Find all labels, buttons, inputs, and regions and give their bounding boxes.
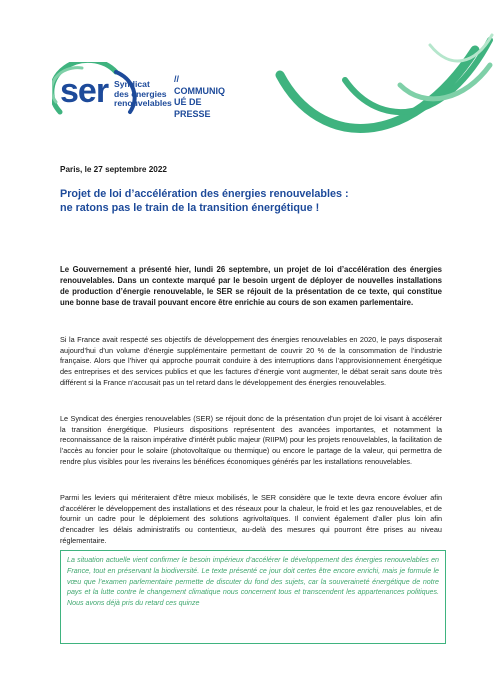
body-paragraph-3: Parmi les leviers qui mériteraient d’être mieux mobilisés, le SER considère que le texte devra encore évoluer afin d’accélérer le développement des installations et des réseaux pour la chaleur, le froid et les gaz renouvelables, et de fournir un cadre pour le déploiement des solutions agrivoltaïques. Il convient également d’aller plus loin afin d’encadrer les délais administratifs ou contentieux, au-delà des mesures qui pourront être prises au niveau réglementaire. <box>60 493 442 545</box>
lead-paragraph: Le Gouvernement a présenté hier, lundi 26 septembre, un projet de loi d’accélération des énergies renouvelables. Dans un contexte marqué par le besoin urgent de déployer de nouvelles installations de production d’énergie renouvelable, le SER se réjouit de la présentation de ce texte, qui constitue une bonne base de travail pouvant encore être enrichie au cours de son examen parlementaire. <box>60 265 442 308</box>
label-line-3: UÉ DE <box>174 97 202 107</box>
logo-wordmark: ser <box>60 72 109 110</box>
page-title <box>60 187 445 215</box>
body-paragraph-2: Le Syndicat des énergies renouvelables (SER) se réjouit donc de la présentation d’un projet de loi visant à accélérer la transition énergétique. Plusieurs dispositions représentent des avancées importantes, et notamment la reconnaissance de la raison impérative d’intérêt public majeur (RIIPM) pour les projets renouvelables, la facilitation de l’accès au foncier pour le solaire (photovoltaïque ou thermique) ou encore le partage de la valeur, qui permettra de rendre plus visibles pour les riverains les bénéfices économiques générés par les installations renouvelables. <box>60 414 442 466</box>
title-line-2: ne ratons pas le train de la transition énergétique ! <box>60 202 320 214</box>
logo-line-1: Syndicat <box>114 79 150 89</box>
logo-tagline <box>114 80 174 109</box>
body-paragraph-1: Si la France avait respecté ses objectifs de développement des énergies renouvelables en 2020, le pays disposerait aujourd’hui d’un volume d’énergie supplémentaire permettant de couvrir 20 % de la consommation de l’industrie française. Alors que l’hiver qui approche pourrait conduire à des interruptions dans l’approvisionnement énergétique des entreprises et des services publics et que les factures d’énergie vont augmenter, le débat serait sans doute très différent si la France n’accusait pas un tel retard dans le développement des énergies renouvelables. <box>60 335 442 387</box>
document-type-label <box>174 74 225 120</box>
quote-box: La situation actuelle vient confirmer le besoin impérieux d’accélérer le développement des énergies renouvelables en France, tout en préservant la biodiversité. Le texte présenté ce jour doit certes être encore enrichi, mais je formule le vœu que l’examen parlementaire permette de discuter du fond des sujets, car la souveraineté énergétique de notre pays et la lutte contre le changement climatique nous concernent tous et transcendent les appartenances politiques. Nous avons déjà pris du retard ces quinze <box>60 550 446 644</box>
ser-logo <box>52 62 170 124</box>
release-date: Paris, le 27 septembre 2022 <box>60 165 167 174</box>
label-line-2: COMMUNIQ <box>174 85 225 96</box>
label-line-1: // <box>174 74 180 84</box>
label-line-4: PRESSE <box>174 108 211 119</box>
title-line-1: Projet de loi d’accélération des énergies renouvelables : <box>60 188 349 200</box>
decorative-swoosh-icon <box>250 30 495 150</box>
logo-line-3: renouvelables <box>114 98 172 109</box>
logo-line-2: des énergies <box>114 88 167 99</box>
